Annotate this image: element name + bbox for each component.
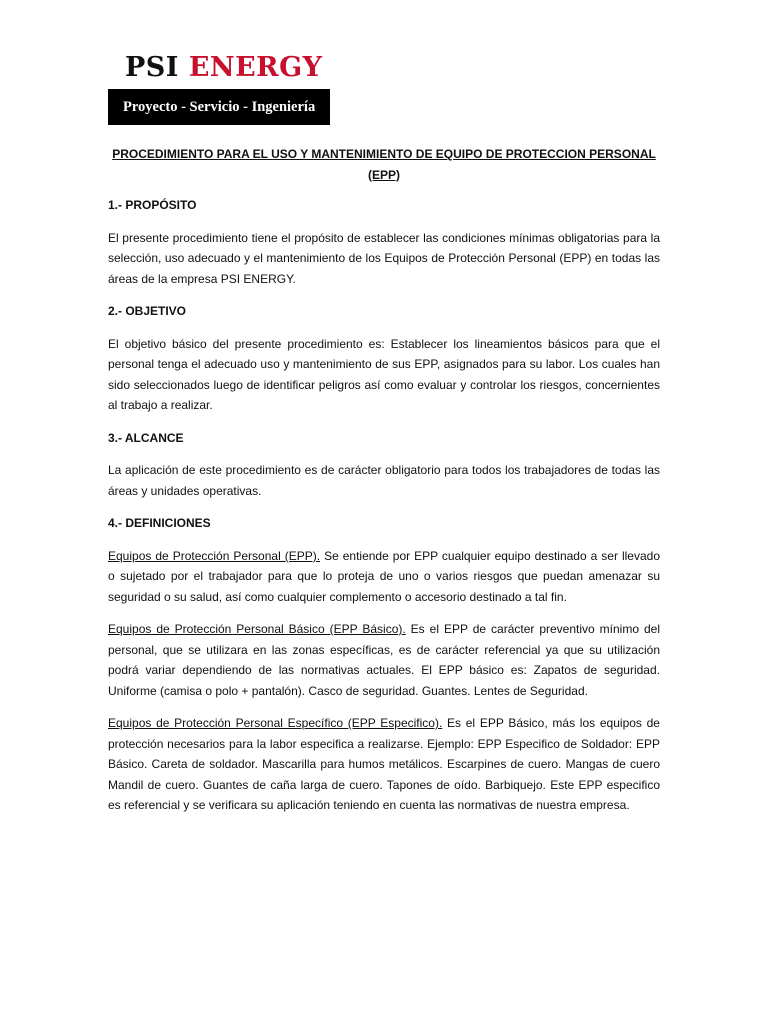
- definition-term: Equipos de Protección Personal Básico (EPP Básico).: [108, 622, 406, 636]
- definition-text: Es el EPP Básico, más los equipos de protección necesarios para la labor especifica a realizarse. Ejemplo: EPP Especifico de Soldador: EPP Básico. Careta de soldador. Mascarilla para humos metálicos. Escarpines de cuero. Mangas de cuero Mandil de cuero. Guantes de caña larga de cuero. Tapones de oído. Barbiquejo. Este EPP especifico es referencial y se verificara su aplicación teniendo en cuenta las normativas de nuestra empresa.: [108, 716, 660, 812]
- section-text-alcance: La aplicación de este procedimiento es de carácter obligatorio para todos los trabajadores de todas las áreas y unidades operativas.: [108, 463, 660, 498]
- definition-text: Es el EPP de carácter preventivo mínimo del personal, que se utilizara en las zonas específicas, es de carácter referencial ya que su utilización podrá variar dependiendo de las normativas actuales. El EPP básico es: Zapatos de seguridad. Uniforme (camisa o polo + pantalón). Casco de seguridad. Guantes. Lentes de Seguridad.: [108, 622, 660, 698]
- definition-term: Equipos de Protección Personal Específico (EPP Especifico).: [108, 716, 443, 730]
- document-body: [108, 144, 660, 828]
- section-text-objetivo: El objetivo básico del presente procedimiento es: Establecer los lineamientos básicos para que el personal tenga el adecuado uso y mantenimiento de sus EPP, asignados para su labor. Los cuales han sido seleccionados luego de identificar peligros así como evaluar y controlar los riesgos, concernientes al trabajo a realizar.: [108, 336, 660, 412]
- section-heading-alcance: 3.- ALCANCE: [108, 430, 184, 445]
- logo-brand-first: PSI: [125, 52, 179, 83]
- logo-tagline: Proyecto - Servicio - Ingeniería: [108, 89, 330, 125]
- company-logo: [108, 52, 330, 125]
- definition-item: [108, 546, 660, 608]
- logo-brand-second: ENERGY: [188, 52, 323, 83]
- section-heading-objetivo: 2.- OBJETIVO: [108, 304, 187, 318]
- section-heading-proposito: 1.- PROPÓSITO: [108, 198, 197, 212]
- definition-item: [108, 619, 660, 701]
- definition-item: [108, 713, 660, 816]
- definition-term: Equipos de Protección Personal (EPP).: [108, 548, 321, 563]
- section-heading-definiciones: 4.- DEFINICIONES: [108, 516, 211, 530]
- definition-text: Se entiende por EPP cualquier equipo destinado a ser llevado o sujetado por el trabajador para que lo proteja de uno o varios riesgos que puedan amenazar su seguridad o su salud, así como cualquier complemento o accesorio destinado a tal fin.: [108, 548, 660, 604]
- logo-brand-name: [108, 52, 330, 84]
- section-text-proposito: El presente procedimiento tiene el propósito de establecer las condiciones mínimas obligatorias para la selección, uso adecuado y el mantenimiento de los Equipos de Protección Personal (EPP) en todas las áreas de la empresa PSI ENERGY.: [108, 230, 660, 286]
- document-title: PROCEDIMIENTO PARA EL USO Y MANTENIMIENTO DE EQUIPO DE PROTECCION PERSONAL (EPP): [112, 147, 656, 182]
